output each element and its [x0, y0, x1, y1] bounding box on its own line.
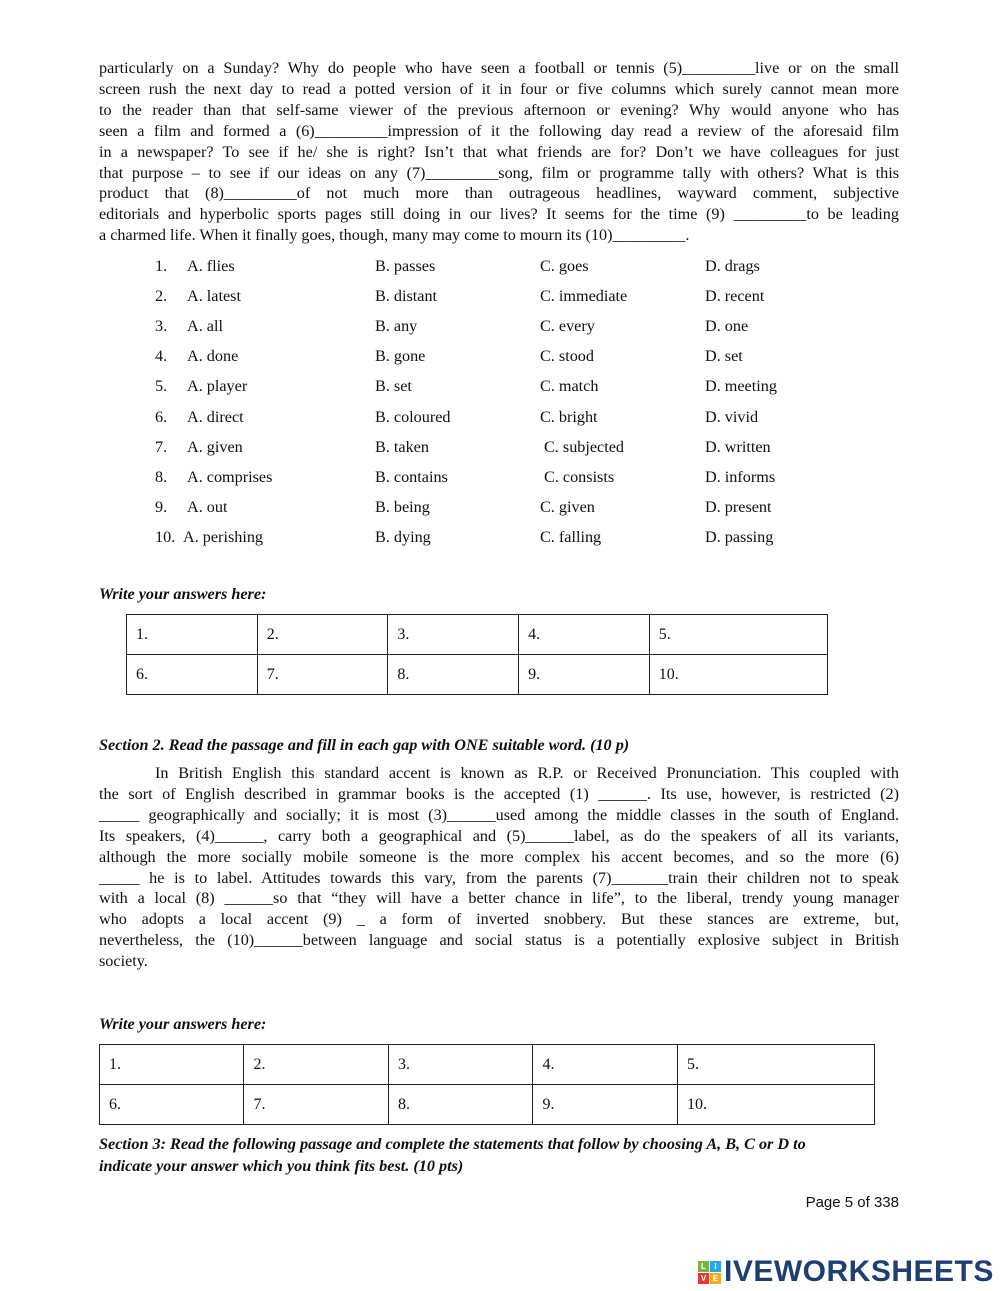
option-choice: B. gone — [375, 347, 426, 366]
option-choice: C. subjected — [544, 437, 625, 456]
answer-table-1 — [126, 614, 828, 695]
question-number: 1. — [155, 257, 168, 275]
answers-heading-1: Write your answers here: — [99, 585, 267, 603]
option-choice: D. informs — [705, 467, 776, 486]
option-choice: A. given — [187, 437, 243, 456]
answer-cell[interactable]: 2. — [244, 1045, 388, 1085]
answer-cell[interactable]: 1. — [100, 1045, 244, 1085]
answer-row — [100, 1045, 875, 1085]
option-choice: C. consists — [544, 467, 615, 486]
answer-cell[interactable]: 6. — [127, 655, 258, 695]
answer-cell[interactable]: 2. — [257, 615, 388, 655]
option-choice: A. player — [187, 377, 248, 396]
option-choice: B. dying — [375, 527, 431, 546]
option-choice: C. immediate — [540, 287, 628, 306]
logo-wordmark: IVEWORKSHEETS — [724, 1255, 994, 1288]
passage-line: society. — [99, 952, 148, 971]
passage-line: Its speakers, (4)______, carry both a geographical and (5)______label, as do the speakers of all its variants, — [99, 826, 899, 845]
passage-line: a charmed life. When it finally goes, though, many may come to mourn its (10)_________. — [99, 226, 690, 245]
option-choice: D. written — [705, 437, 771, 456]
option-choice: B. set — [375, 377, 412, 396]
passage-line: In British English this standard accent is known as R.P. or Received Pronunciation. This coupled with — [155, 764, 899, 782]
passage-line: who adopts a local accent (9) _ a form of inverted snobbery. But these stances are extreme, but, — [99, 910, 899, 929]
passage-line: seen a film and formed a (6)_________impression of it the following day read a review of the aforesaid film — [99, 121, 899, 140]
section-3-heading-line-1: Section 3: Read the following passage and complete the statements that follow by choosing A, B, C or D to — [99, 1135, 806, 1153]
option-choice: C. match — [540, 377, 599, 396]
option-choice: D. present — [705, 497, 772, 516]
answer-cell[interactable]: 9. — [519, 655, 650, 695]
option-choice: C. every — [540, 317, 595, 336]
answer-cell[interactable]: 10. — [677, 1085, 874, 1125]
question-number: 9. — [155, 497, 168, 516]
section-2-heading: Section 2. Read the passage and fill in each gap with ONE suitable word. (10 p) — [99, 736, 630, 754]
question-number: 5. — [155, 377, 168, 396]
logo-block: E — [710, 1273, 721, 1284]
answer-cell[interactable]: 4. — [533, 1045, 677, 1085]
option-choice: D. set — [705, 347, 743, 366]
option-choice: A. flies — [187, 257, 235, 275]
option-choice: D. one — [705, 317, 749, 336]
option-choice: D. recent — [705, 287, 765, 306]
passage-line: _____ geographically and socially; it is most (3)______used among the middle classes in the south of England. — [99, 805, 899, 824]
option-choice: A. done — [187, 347, 239, 366]
passage-line: to the reader than that self-same viewer of the previous afternoon or evening? Why would anyone who has — [99, 100, 899, 119]
passage-line: the sort of English described in grammar books is the accepted (1) ______. Its use, however, is restricted (2) — [99, 784, 899, 803]
option-choice: C. goes — [540, 257, 589, 275]
option-choice: A. out — [187, 497, 228, 516]
logo-block: L — [698, 1261, 709, 1272]
logo-block: V — [698, 1273, 709, 1284]
passage-line: _____ he is to label. Attitudes towards this vary, from the parents (7)_______train their children not to speak — [99, 868, 899, 887]
option-choice: D. passing — [705, 527, 774, 546]
question-number: 6. — [155, 407, 168, 426]
answer-cell[interactable]: 5. — [649, 615, 827, 655]
answer-cell[interactable]: 7. — [257, 655, 388, 695]
passage-line: editorials and hyperbolic sports pages still doing in our lives? It seems for the time (9) _________to be leading — [99, 205, 899, 224]
question-number: 2. — [155, 287, 168, 306]
option-choice: B. contains — [375, 467, 448, 486]
passage-line: with a local (8) ______so that “they will have a better chance in life”, to the liberal, trendy young manager — [99, 889, 899, 908]
option-choice: A. perishing — [183, 527, 264, 546]
section-3-heading-line-2: indicate your answer which you think fits best. (10 pts) — [99, 1157, 464, 1175]
passage-line: in a newspaper? To see if he/ she is right? Isn’t that what friends are for? Don’t we have colleagues for just — [99, 142, 899, 161]
answer-cell[interactable]: 3. — [388, 1045, 532, 1085]
passage-line: although the more socially mobile someone is the more complex his accent becomes, and so the more (6) — [99, 847, 899, 866]
answer-cell[interactable]: 3. — [388, 615, 519, 655]
answers-heading-2: Write your answers here: — [99, 1015, 267, 1033]
passage-line: nevertheless, the (10)______between language and social status is a potentially explosive subject in British — [99, 931, 899, 950]
answer-row — [127, 615, 828, 655]
answer-cell[interactable]: 1. — [127, 615, 258, 655]
answer-cell[interactable]: 8. — [388, 655, 519, 695]
live-blocks-icon — [698, 1261, 721, 1284]
answer-cell[interactable]: 4. — [519, 615, 650, 655]
option-choice: D. vivid — [705, 407, 759, 426]
question-number: 7. — [155, 437, 168, 456]
answer-row — [100, 1085, 875, 1125]
option-choice: B. any — [375, 317, 418, 336]
passage-line: product that (8)_________of not much more than outrageous headlines, wayward comment, subjective — [99, 184, 899, 203]
option-choice: C. stood — [540, 347, 594, 366]
liveworksheets-logo — [698, 1255, 994, 1289]
option-choice: A. direct — [187, 407, 244, 426]
option-choice: A. comprises — [187, 467, 273, 486]
answer-row — [127, 655, 828, 695]
option-choice: C. given — [540, 497, 595, 516]
answer-cell[interactable]: 10. — [649, 655, 827, 695]
option-choice: B. passes — [375, 257, 436, 275]
question-number: 10. — [155, 527, 176, 546]
option-choice: C. falling — [540, 527, 602, 546]
option-choice: D. drags — [705, 257, 760, 275]
answer-cell[interactable]: 5. — [677, 1045, 874, 1085]
question-number: 3. — [155, 317, 168, 336]
passage-line: particularly on a Sunday? Why do people who have seen a football or tennis (5)_________live or on the small — [99, 59, 899, 77]
option-choice: B. distant — [375, 287, 438, 306]
logo-block: I — [710, 1261, 721, 1272]
option-choice: C. bright — [540, 407, 598, 426]
passage-line: that purpose – to see if our ideas on any (7)_________song, film or programme tally with others? What is this — [99, 163, 899, 182]
question-number: 8. — [155, 467, 168, 486]
option-choice: B. taken — [375, 437, 429, 456]
option-choice: D. meeting — [705, 377, 777, 396]
answer-cell[interactable]: 9. — [533, 1085, 677, 1125]
answer-cell[interactable]: 8. — [388, 1085, 532, 1125]
option-choice: B. coloured — [375, 407, 451, 426]
option-choice: A. all — [187, 317, 223, 336]
option-choice: A. latest — [187, 287, 241, 306]
question-number: 4. — [155, 347, 168, 366]
page-number: Page 5 of 338 — [805, 1194, 899, 1211]
answer-table-2 — [99, 1044, 875, 1125]
answer-cell[interactable]: 7. — [244, 1085, 388, 1125]
option-choice: B. being — [375, 497, 430, 516]
passage-line: screen rush the next day to read a potted version of it in four or five columns which surely cannot mean more — [99, 79, 899, 98]
answer-cell[interactable]: 6. — [100, 1085, 244, 1125]
